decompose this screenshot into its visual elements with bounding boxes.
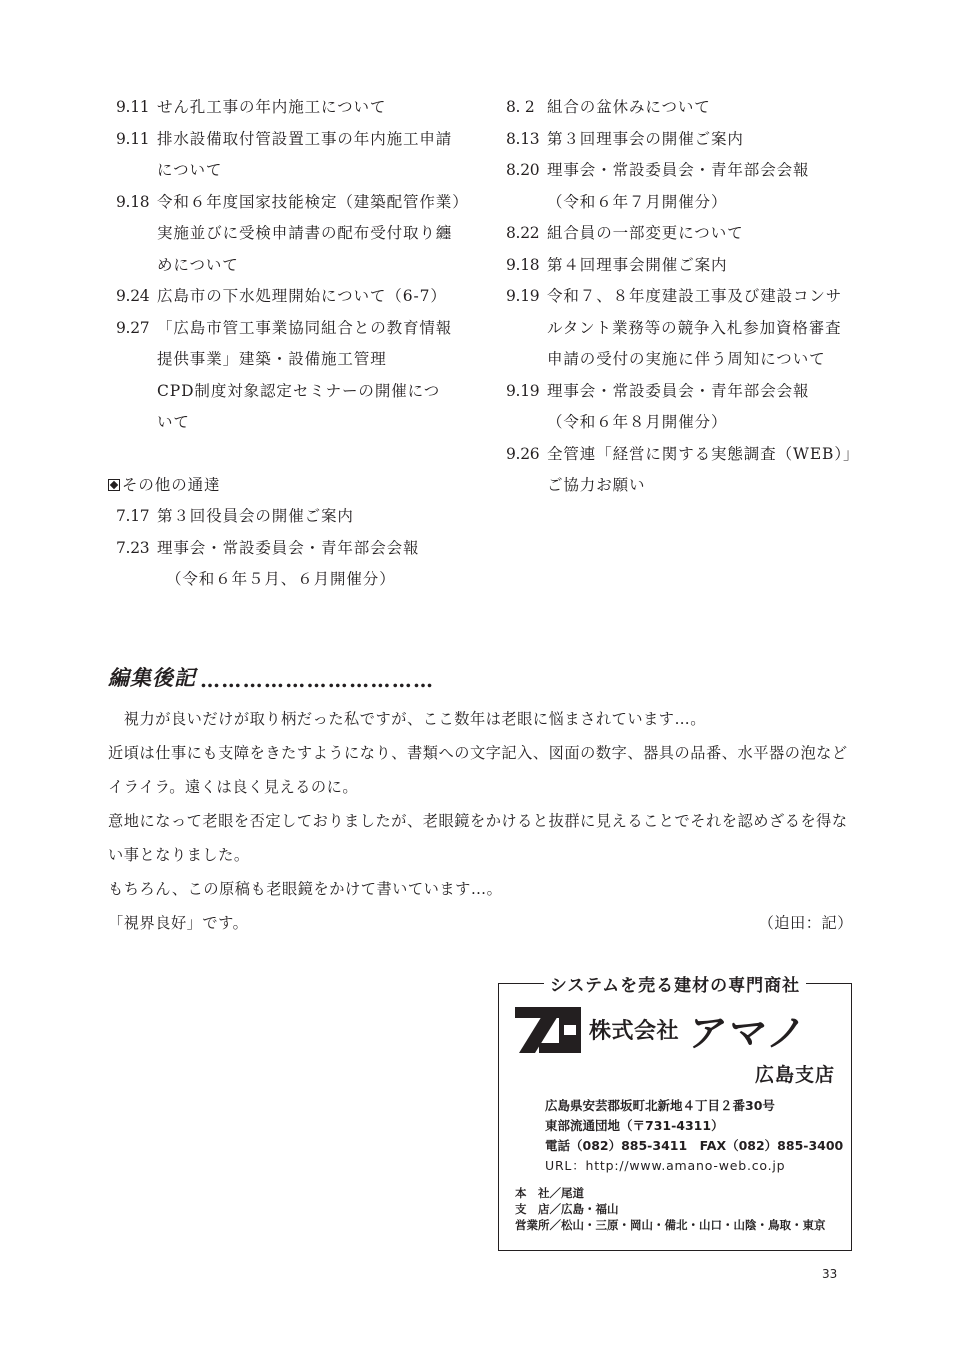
notice-line: CPD制度対象認定セミナーの開催につ [157, 381, 441, 400]
notice-text [547, 281, 866, 376]
notice-text [157, 313, 486, 439]
notice-entry [116, 92, 486, 124]
notice-line: せん孔工事の年内施工について [157, 98, 387, 116]
notice-text [157, 281, 486, 313]
notice-line: 申請の受付の実施に伴う周知について [547, 350, 826, 368]
notice-text [547, 92, 866, 124]
diamond-bullet-icon [108, 479, 120, 491]
notice-text [547, 376, 866, 439]
editorial-body [108, 702, 853, 940]
ad-tagline-text: システムを売る建材の専門商社 [544, 976, 806, 996]
company-name: アマノ [685, 1011, 811, 1055]
website-url: URL：http://www.amano-web.co.jp [545, 1158, 786, 1173]
closing-row [108, 906, 853, 940]
notice-date: 7.23 [116, 538, 150, 557]
editorial-closing: 「視界良好」です。 [108, 914, 249, 932]
notice-line: 組合員の一部変更について [547, 224, 744, 242]
notice-text [157, 124, 486, 187]
dot-leader: …………………………… [200, 668, 435, 692]
editorial-paragraph: 近頃は仕事にも支障をきたすようになり、書類への文字記入、図面の数字、器具の品番、水平器の泡などイライラ。遠くは良く見えるのに。 [108, 744, 848, 796]
notice-line: めについて [157, 255, 239, 274]
notice-entry [116, 187, 486, 282]
notice-line: 第３回役員会の開催ご案内 [157, 507, 354, 525]
notice-date: 9.26 [506, 444, 540, 463]
office-line: 営業所／松山・三原・岡山・備北・山口・山陰・鳥取・東京 [515, 1218, 826, 1232]
branch-name: 広島支店 [754, 1064, 835, 1086]
notice-line: 提供事業」建築・設備施工管理 [157, 350, 387, 368]
notice-date: 9.11 [116, 129, 150, 148]
notice-line: （令和６年８月開催分） [547, 413, 728, 431]
notice-entry [506, 250, 866, 282]
notice-subline: （令和６年５月、６月開催分） [166, 570, 396, 588]
address-line: 東部流通団地（〒731-4311） [545, 1118, 724, 1133]
notice-line: 第４回理事会開催ご案内 [547, 255, 728, 274]
notice-text [547, 439, 866, 502]
notice-line: 排水設備取付管設置工事の年内施工申請 [157, 129, 453, 148]
notice-text [157, 533, 486, 565]
editorial-title: 編集後記 [108, 665, 196, 690]
notice-line: 実施並びに受検申請書の配布受付取り纏 [157, 224, 453, 242]
notice-line: 「広島市管工事業協同組合との教育情報 [157, 318, 453, 337]
notice-text [547, 124, 866, 156]
notice-text [547, 250, 866, 282]
notice-line: 理事会・常設委員会・青年部会会報 [547, 381, 810, 400]
right-column [506, 92, 866, 502]
notice-date: 8.20 [506, 161, 540, 179]
ad-tagline [499, 971, 851, 996]
address-line: 広島県安芸郡坂町北新地４丁目２番30号 [545, 1098, 775, 1113]
notice-entry [116, 313, 486, 439]
notice-entry [506, 218, 866, 250]
editorial-paragraph: もちろん、この原稿も老眼鏡をかけて書いています…。 [108, 880, 503, 898]
office-line: 本 社／尾道 [515, 1186, 584, 1200]
notice-date: 8.13 [506, 129, 540, 148]
notice-text [157, 92, 486, 124]
notice-entry [116, 124, 486, 187]
notice-line: ルタント業務等の競争入札参加資格審査 [547, 318, 842, 337]
notice-line: （令和６年７月開催分） [547, 192, 728, 211]
left-column [116, 92, 486, 596]
notice-line: 令和７、８年度建設工事及び建設コンサ [547, 287, 843, 305]
notice-line: いて [157, 413, 190, 431]
office-line: 支 店／広島・福山 [515, 1202, 619, 1216]
notice-entry [506, 124, 866, 156]
notice-line: について [157, 161, 223, 179]
notice-line: 全管連「経営に関する実態調査（WEB）」 [547, 444, 860, 463]
notice-entry [506, 281, 866, 376]
notice-entry [506, 155, 866, 218]
notice-line: 理事会・常設委員会・青年部会会報 [547, 161, 810, 179]
notice-date: 9.18 [116, 192, 150, 211]
notice-line: 第３回理事会の開催ご案内 [547, 129, 744, 148]
notice-line: 広島市の下水処理開始について（6-7） [157, 287, 447, 305]
editorial-paragraph: 意地になって老眼を否定しておりましたが、老眼鏡をかけると抜群に見えることでそれを認めざるを得ない事となりました。 [108, 812, 848, 864]
notice-entry [506, 439, 866, 502]
notice-date: 8.22 [506, 224, 540, 242]
notice-date: 9.18 [506, 255, 540, 274]
section-heading [108, 470, 486, 502]
notice-entry [116, 281, 486, 313]
notice-date: 9.11 [116, 98, 150, 116]
notice-entry [506, 92, 866, 124]
editorial-signature: （迫田：記） [758, 914, 853, 932]
notice-date: 8. 2 [506, 98, 535, 116]
notice-date: 9.27 [116, 318, 150, 337]
company-type: 株式会社 [589, 1019, 680, 1044]
notice-entry [506, 376, 866, 439]
editorial-section [108, 660, 853, 940]
office-list [515, 1185, 826, 1233]
page-number: 33 [822, 1267, 838, 1281]
phone-fax: 電話（082）885-3411 FAX（082）885-3400 [545, 1138, 844, 1153]
notice-date: 7.17 [116, 507, 150, 525]
notice-entry [116, 533, 486, 565]
company-logo-row [515, 1002, 811, 1057]
notice-text [157, 187, 486, 282]
notice-line: 令和６年度国家技能検定（建築配管作業） [157, 192, 469, 211]
section-heading-text: その他の通達 [122, 475, 221, 494]
amano-logo-icon [515, 1005, 581, 1055]
notice-text [157, 501, 486, 533]
notice-line: 組合の盆休みについて [547, 98, 711, 116]
notice-date: 9.19 [506, 287, 540, 305]
editorial-heading [108, 660, 853, 692]
notice-text [547, 155, 866, 218]
editorial-paragraph: 視力が良いだけが取り柄だった私ですが、ここ数年は老眼に悩まされています…。 [108, 710, 707, 728]
notice-line: ご協力お願い [547, 476, 646, 494]
company-advertisement [498, 976, 852, 1251]
address-block [545, 1096, 843, 1176]
spacer [116, 439, 486, 470]
notice-line: 理事会・常設委員会・青年部会会報 [157, 538, 420, 557]
notice-date: 9.19 [506, 381, 540, 400]
notice-date: 9.24 [116, 287, 150, 305]
notice-entry [116, 501, 486, 533]
notice-text [547, 218, 866, 250]
